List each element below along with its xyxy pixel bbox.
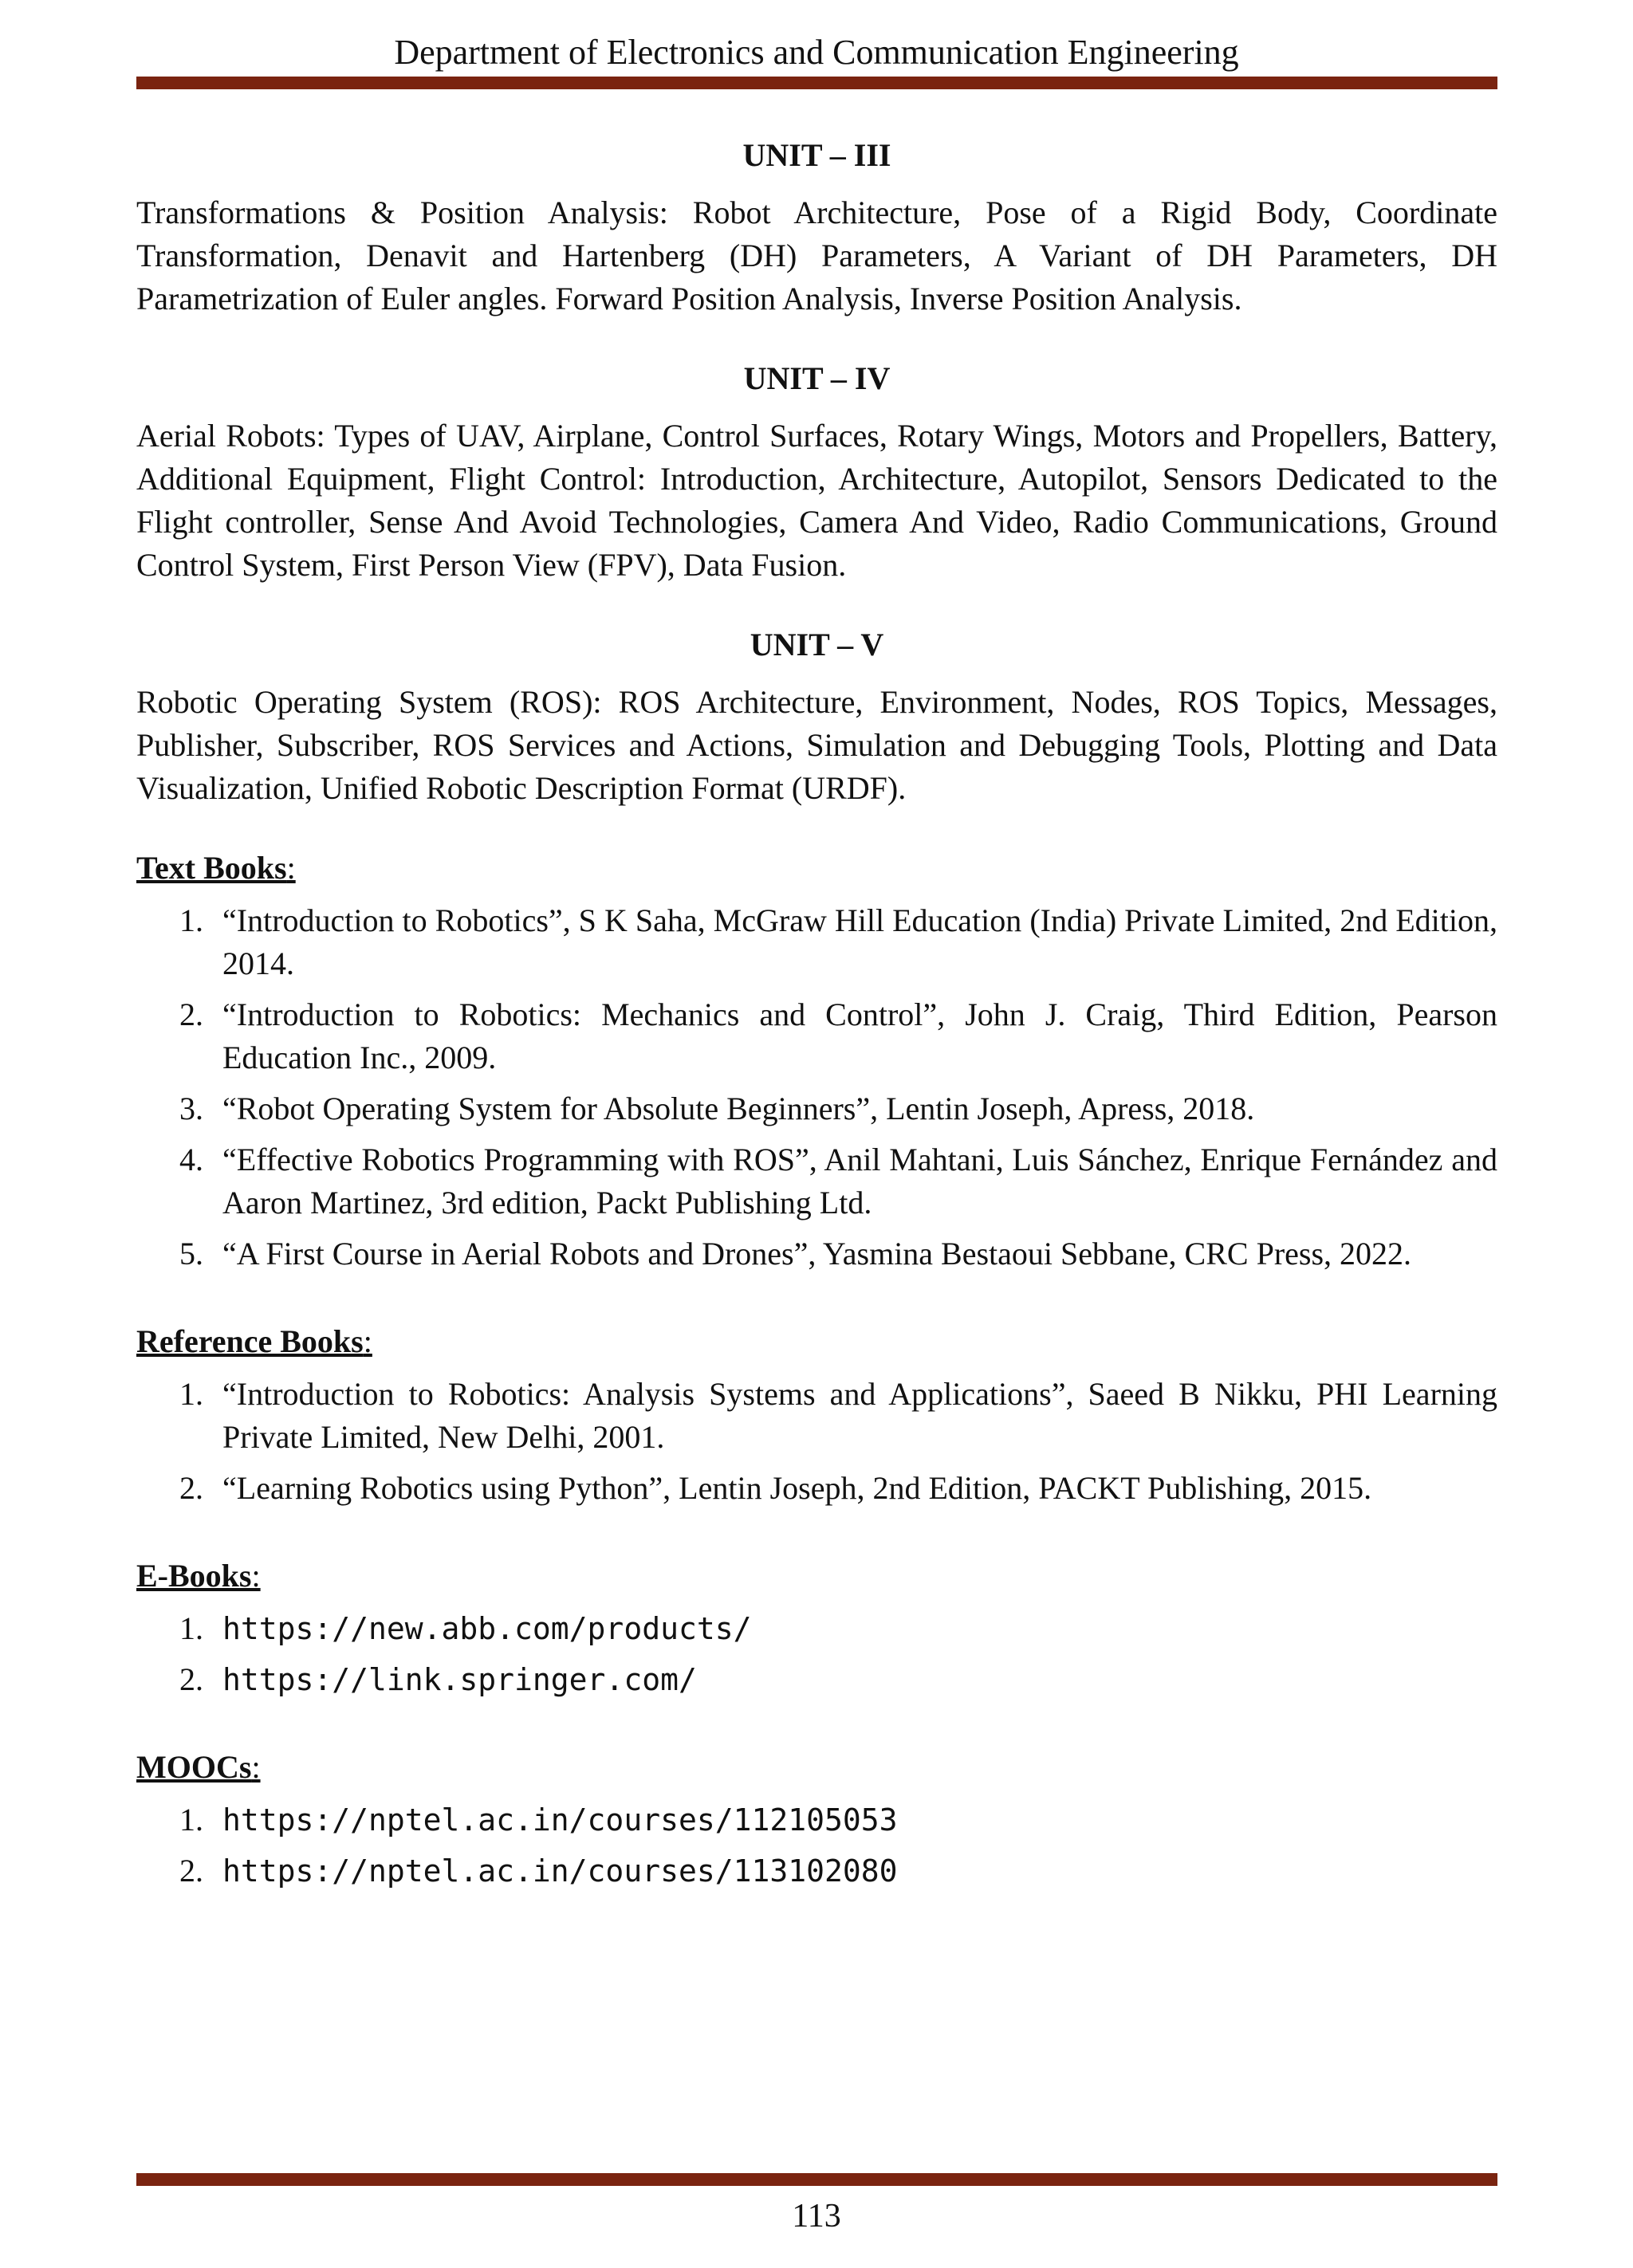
list-number: 2. xyxy=(179,1661,203,1697)
list-item xyxy=(136,1798,1497,1842)
list-item xyxy=(136,993,1497,1079)
list-number: 5. xyxy=(179,1236,203,1272)
header-rule xyxy=(136,77,1497,89)
list-item xyxy=(136,1607,1497,1650)
moocs-heading-label: MOOCs xyxy=(136,1749,252,1785)
unit-5-heading: UNIT – V xyxy=(750,627,884,662)
list-number: 4. xyxy=(179,1142,203,1177)
list-number: 1. xyxy=(179,1802,203,1838)
list-number: 1. xyxy=(179,902,203,938)
list-number: 1. xyxy=(179,1376,203,1412)
reference-books-heading-label: Reference Books xyxy=(136,1323,364,1359)
unit-3-body: Transformations & Position Analysis: Robot Architecture, Pose of a Rigid Body, Coordinate Transformation, Denavit and Hartenberg (DH) Parameters, A Variant of DH Parameters, DH Parametrization of Euler angles. Forward Position Analysis, Inverse Position Analysis. xyxy=(136,195,1497,316)
list-item-text: “Effective Robotics Programming with ROS”, Anil Mahtani, Luis Sánchez, Enrique Fernández and Aaron Martinez, 3rd edition, Packt Publishing Ltd. xyxy=(222,1142,1497,1220)
page-content xyxy=(136,134,1497,1900)
ebook-link[interactable]: https://new.abb.com/products/ xyxy=(222,1611,752,1646)
list-number: 3. xyxy=(179,1091,203,1126)
list-number: 1. xyxy=(179,1610,203,1646)
ebooks-heading xyxy=(136,1555,1497,1598)
list-item xyxy=(136,1467,1497,1510)
list-item xyxy=(136,1138,1497,1224)
page-number: 113 xyxy=(792,2198,841,2235)
unit-4-body: Aerial Robots: Types of UAV, Airplane, Control Surfaces, Rotary Wings, Motors and Propellers, Battery, Additional Equipment, Flight Control: Introduction, Architecture, Autopilot, Sensors Dedicated to the Flight controller, Sense And Avoid Technologies, Camera And Video, Radio Communications, Ground Control System, First Person View (FPV), Data Fusion. xyxy=(136,418,1497,583)
unit-3-heading: UNIT – III xyxy=(742,137,891,173)
footer-rule xyxy=(136,2173,1497,2186)
list-item xyxy=(136,1087,1497,1130)
list-item xyxy=(136,1658,1497,1701)
list-item-text: “A First Course in Aerial Robots and Drones”, Yasmina Bestaoui Sebbane, CRC Press, 2022. xyxy=(222,1236,1412,1272)
list-item-text: “Introduction to Robotics: Mechanics and Control”, John J. Craig, Third Edition, Pearson Education Inc., 2009. xyxy=(222,996,1497,1075)
list-number: 2. xyxy=(179,996,203,1032)
list-number: 2. xyxy=(179,1853,203,1889)
moocs-heading xyxy=(136,1746,1497,1789)
list-item xyxy=(136,1849,1497,1893)
list-number: 2. xyxy=(179,1470,203,1506)
moocs-list xyxy=(136,1798,1497,1893)
unit-5-body: Robotic Operating System (ROS): ROS Architecture, Environment, Nodes, ROS Topics, Messages, Publisher, Subscriber, ROS Services and Actions, Simulation and Debugging Tools, Plotting and Data Visualization, Unified Robotic Description Format (URDF). xyxy=(136,684,1497,806)
heading-colon: : xyxy=(251,1749,261,1785)
page-header: Department of Electronics and Communication Engineering xyxy=(394,33,1239,72)
heading-colon: : xyxy=(363,1323,372,1359)
heading-colon: : xyxy=(251,1558,261,1594)
mooc-link[interactable]: https://nptel.ac.in/courses/112105053 xyxy=(222,1802,898,1838)
list-item-text: “Introduction to Robotics: Analysis Systems and Applications”, Saeed B Nikku, PHI Learning Private Limited, New Delhi, 2001. xyxy=(222,1376,1497,1455)
list-item-text: “Learning Robotics using Python”, Lentin Joseph, 2nd Edition, PACKT Publishing, 2015. xyxy=(222,1470,1372,1506)
ebook-link[interactable]: https://link.springer.com/ xyxy=(222,1662,697,1697)
list-item-text: “Robot Operating System for Absolute Beginners”, Lentin Joseph, Apress, 2018. xyxy=(222,1091,1255,1126)
list-item-text: “Introduction to Robotics”, S K Saha, McGraw Hill Education (India) Private Limited, 2nd Edition, 2014. xyxy=(222,902,1497,981)
text-books-list xyxy=(136,899,1497,1276)
mooc-link[interactable]: https://nptel.ac.in/courses/113102080 xyxy=(222,1853,898,1889)
list-item xyxy=(136,1373,1497,1459)
text-books-heading xyxy=(136,847,1497,890)
reference-books-heading xyxy=(136,1320,1497,1363)
unit-4-heading: UNIT – IV xyxy=(743,360,891,396)
list-item xyxy=(136,899,1497,985)
list-item xyxy=(136,1232,1497,1276)
ebooks-heading-label: E-Books xyxy=(136,1558,252,1594)
reference-books-list xyxy=(136,1373,1497,1510)
text-books-heading-label: Text Books xyxy=(136,850,287,886)
heading-colon: : xyxy=(286,850,296,886)
ebooks-list xyxy=(136,1607,1497,1701)
